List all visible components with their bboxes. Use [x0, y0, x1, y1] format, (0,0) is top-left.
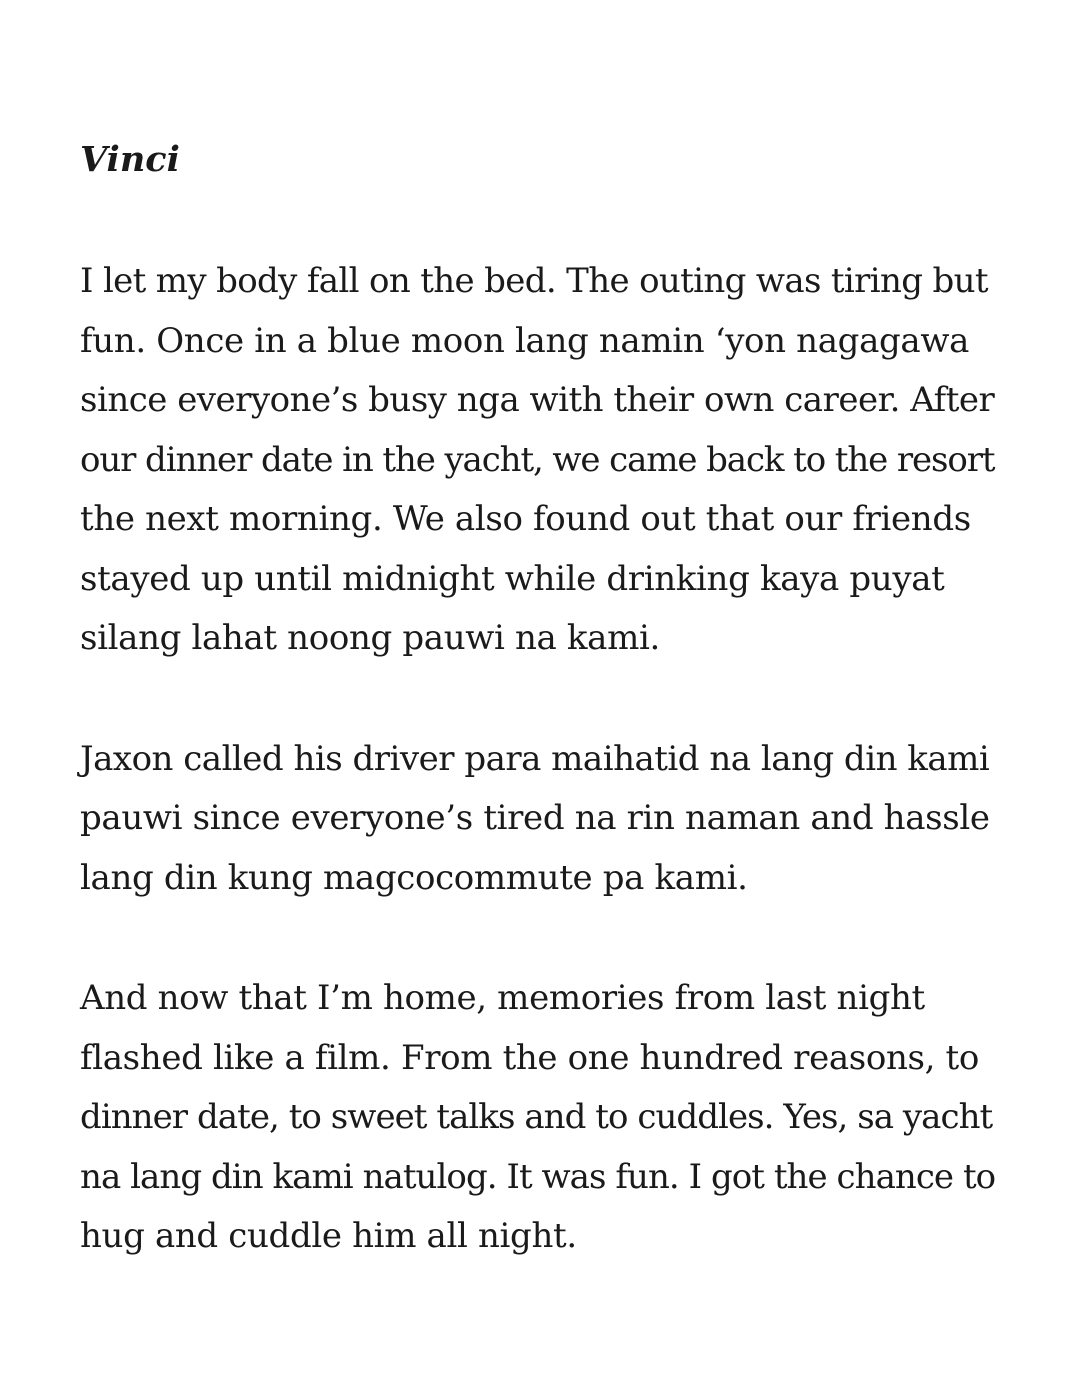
paragraph-3 [80, 969, 996, 1267]
paragraph-line: fun. Once in a blue moon lang namin ‘yon nagagawa [80, 320, 969, 361]
paragraph-line: hug and cuddle him all night. [80, 1216, 577, 1256]
paragraph-line: flashed like a film. From the one hundred reasons, to [80, 1037, 979, 1078]
paragraph-line: lang din kung magcocommute pa kami. [80, 857, 748, 898]
paragraph-line: stayed up until midnight while drinking kaya puyat [80, 558, 945, 599]
paragraph-line: silang lahat noong pauwi na kami. [80, 618, 660, 658]
paragraph-line: pauwi since everyone’s tired na rin naman and hassle [80, 798, 990, 838]
paragraph-2 [80, 730, 990, 909]
paragraph-line: our dinner date in the yacht, we came back to the resort [80, 439, 995, 480]
paragraph-line: dinner date, to sweet talks and to cuddles. Yes, sa yacht [80, 1097, 993, 1137]
paragraph-line: since everyone’s busy nga with their own career. After [80, 380, 995, 420]
paragraph-line: na lang din kami natulog. It was fun. I got the chance to [80, 1156, 996, 1197]
document-page [80, 134, 996, 1328]
paragraph-1 [80, 252, 995, 669]
paragraph-line: Jaxon called his driver para maihatid na lang din kami [80, 738, 990, 779]
paragraph-line: I let my body fall on the bed. The outing was tiring but [80, 261, 988, 301]
chapter-heading: Vinci [80, 139, 180, 180]
paragraph-line: the next morning. We also found out that our friends [80, 499, 971, 539]
paragraph-line: And now that I’m home, memories from last night [80, 978, 925, 1018]
